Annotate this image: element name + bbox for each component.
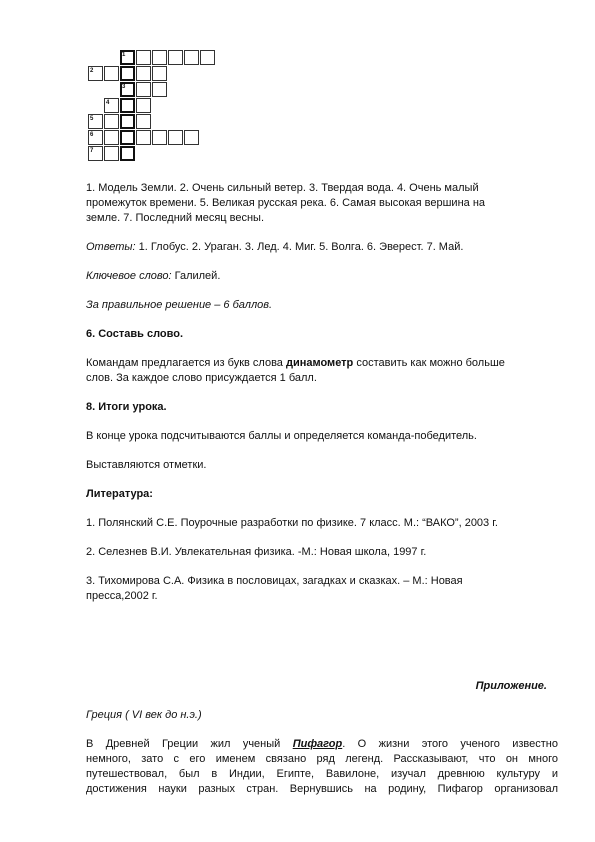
crossword-number: 5: [90, 116, 94, 122]
clues-line-2: промежуток времени. 5. Великая русская река. 6. Самая высокая вершина на: [86, 197, 486, 209]
crossword-number: 4: [106, 100, 110, 106]
crossword-key-cell: [120, 98, 135, 113]
section8-text-2: Выставляются отметки.: [86, 459, 207, 471]
clues-line-1: 1. Модель Земли. 2. Очень сильный ветер. 3. Твердая вода. 4. Очень малый: [86, 182, 479, 194]
literature-item-2: 2. Селезнев В.И. Увлекательная физика. -М.: Новая школа, 1997 г.: [86, 546, 427, 558]
answers-text: 1. Глобус. 2. Ураган. 3. Лед. 4. Миг. 5. Волга. 6. Эверест. 7. Май.: [135, 241, 464, 253]
section6-line1-post: составить как можно больше: [353, 357, 505, 369]
keyword-text: Галилей.: [171, 270, 221, 282]
appendix-line-3: путешествовал, был в Индии, Египте, Вавилоне, изучал древнюю культуру и: [86, 768, 558, 780]
crossword-cell: [104, 114, 119, 129]
crossword-number: 3: [122, 84, 126, 90]
literature-item-3-line-1: 3. Тихомирова С.А. Физика в пословицах, загадках и сказках. – М.: Новая: [86, 575, 463, 587]
crossword-cell: [152, 66, 167, 81]
crossword-key-cell: [120, 114, 135, 129]
crossword-number: 6: [90, 132, 94, 138]
crossword-cell: [136, 114, 151, 129]
crossword-cell: [152, 130, 167, 145]
crossword-key-cell: [120, 130, 135, 145]
pythagoras-name: Пифагор: [292, 738, 343, 750]
crossword-cell: [184, 50, 199, 65]
crossword-cell: [104, 146, 119, 161]
crossword-cell: [136, 130, 151, 145]
literature-heading: Литература:: [86, 488, 153, 500]
crossword-number: 2: [90, 68, 94, 74]
crossword-cell: [104, 66, 119, 81]
answers-label: Ответы:: [86, 241, 136, 253]
literature-item-1: 1. Полянский С.Е. Поурочные разработки по физике. 7 класс. М.: “ВАКО”, 2003 г.: [86, 517, 498, 529]
answers-paragraph: [86, 240, 463, 255]
crossword-cell: [168, 130, 183, 145]
appendix-label: Приложение.: [475, 680, 547, 692]
crossword-cell: [168, 50, 183, 65]
section6-line-1: [86, 356, 505, 371]
appendix-line1-pre: В Древней Греции жил ученый: [86, 738, 293, 750]
appendix-line-4: достижения науки разных стран. Вернувшись на родину, Пифагор организовал: [86, 783, 558, 795]
section8-text-1: В конце урока подсчитываются баллы и определяется команда-победитель.: [86, 430, 477, 442]
clues-line-3: земле. 7. Последний месяц весны.: [86, 212, 265, 224]
literature-item-3-line-2: пресса,2002 г.: [86, 590, 158, 602]
crossword-number: 7: [90, 148, 94, 154]
crossword-cell: [184, 130, 199, 145]
section6-line1-pre: Командам предлагается из букв слова: [86, 357, 286, 369]
keyword-label: Ключевое слово:: [86, 270, 172, 282]
crossword-cell: [152, 50, 167, 65]
appendix-subtitle: Греция ( VI век до н.э.): [86, 709, 202, 721]
appendix-line-2: немного, зато с его именем связано ряд легенд. Рассказывают, что он много: [86, 753, 558, 765]
crossword-cell: [136, 66, 151, 81]
crossword-number: 1: [122, 52, 126, 58]
score-note: За правильное решение – 6 баллов.: [86, 299, 273, 311]
crossword-key-cell: [120, 146, 135, 161]
crossword-cell: [136, 82, 151, 97]
section6-word: динамометр: [285, 357, 354, 369]
crossword-cell: [104, 130, 119, 145]
appendix-line1-post: . О жизни этого ученого известно: [342, 738, 558, 750]
crossword-key-cell: [120, 66, 135, 81]
section8-heading: 8. Итоги урока.: [86, 401, 167, 413]
section6-line-2: слов. За каждое слово присуждается 1 балл.: [86, 372, 317, 384]
section6-heading: 6. Составь слово.: [86, 328, 184, 340]
appendix-line-1: [86, 737, 558, 752]
crossword-cell: [136, 98, 151, 113]
crossword-cell: [200, 50, 215, 65]
crossword-cell: [136, 50, 151, 65]
keyword-paragraph: [86, 269, 220, 284]
crossword-cell: [152, 82, 167, 97]
